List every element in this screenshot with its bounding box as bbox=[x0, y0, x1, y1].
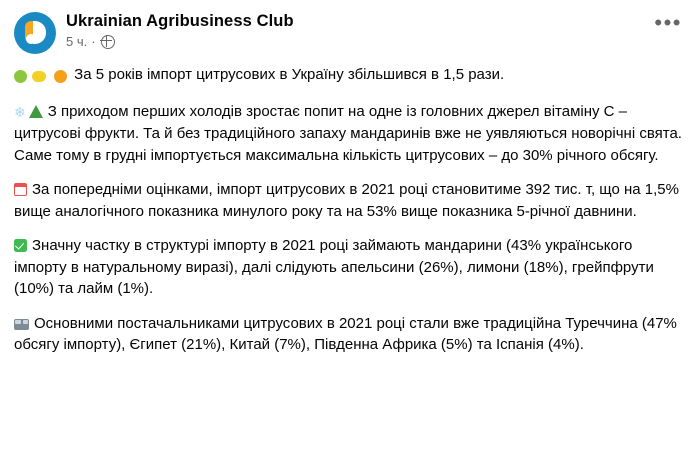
post-header bbox=[14, 10, 686, 54]
paragraph-text: З приходом перших холодів зростає попит на одне із головних джерел вітаміну С – цитрусові фрукти. Та й без традиційного запаху мандаринів вже не уявляються новорічні свята. Саме тому в грудні імпортується максимальна кількість цитрусових – до 30% річного обсягу. bbox=[14, 102, 682, 164]
post-paragraph bbox=[14, 64, 686, 88]
orange-circle-icon bbox=[54, 66, 67, 88]
calendar-icon bbox=[14, 183, 27, 196]
post-paragraph bbox=[14, 101, 686, 167]
post-paragraph bbox=[14, 235, 686, 300]
paragraph-text: Основними постачальниками цитрусових в 2021 році стали вже традиційна Туреччина (47% обсягу імпорту), Єгипет (21%), Китай (7%), Південна Африка (5%) та Іспанія (4%). bbox=[14, 314, 677, 353]
check-icon bbox=[14, 239, 27, 252]
post-paragraph bbox=[14, 313, 686, 356]
yellow-lemon-icon bbox=[32, 66, 51, 88]
christmas-tree-icon bbox=[29, 105, 43, 118]
paragraph-text: За 5 років імпорт цитрусових в Україну збільшився в 1,5 рази. bbox=[74, 66, 505, 83]
avatar[interactable] bbox=[14, 12, 56, 54]
paragraph-text: Значну частку в структурі імпорту в 2021 році займають мандарини (43% українського імпорту в натуральному виразі), далі слідують апельсини (26%), лимони (18%), грейпфрути (10%) та лайм (1%). bbox=[14, 237, 654, 297]
meta-separator: · bbox=[91, 34, 96, 49]
globe-icon[interactable] bbox=[101, 35, 115, 49]
post-timestamp[interactable]: 5 ч. bbox=[66, 34, 88, 49]
snowflake-icon: ❄ bbox=[14, 103, 26, 120]
post-meta bbox=[66, 34, 294, 50]
post-paragraph bbox=[14, 179, 686, 222]
truck-icon bbox=[14, 319, 29, 330]
avatar-dot-shape bbox=[26, 34, 36, 44]
post-menu-button[interactable]: ••• bbox=[654, 10, 682, 35]
green-circle-icon bbox=[14, 66, 29, 88]
post-body bbox=[14, 64, 686, 356]
paragraph-text: За попередніми оцінками, імпорт цитрусових в 2021 році становитиме 392 тис. т, що на 1,5% вище аналогічного показника минулого року та на 53% вище показника 5-річної давнини. bbox=[14, 181, 679, 220]
post-header-text bbox=[66, 10, 294, 50]
page-name[interactable]: Ukrainian Agribusiness Club bbox=[66, 12, 294, 30]
